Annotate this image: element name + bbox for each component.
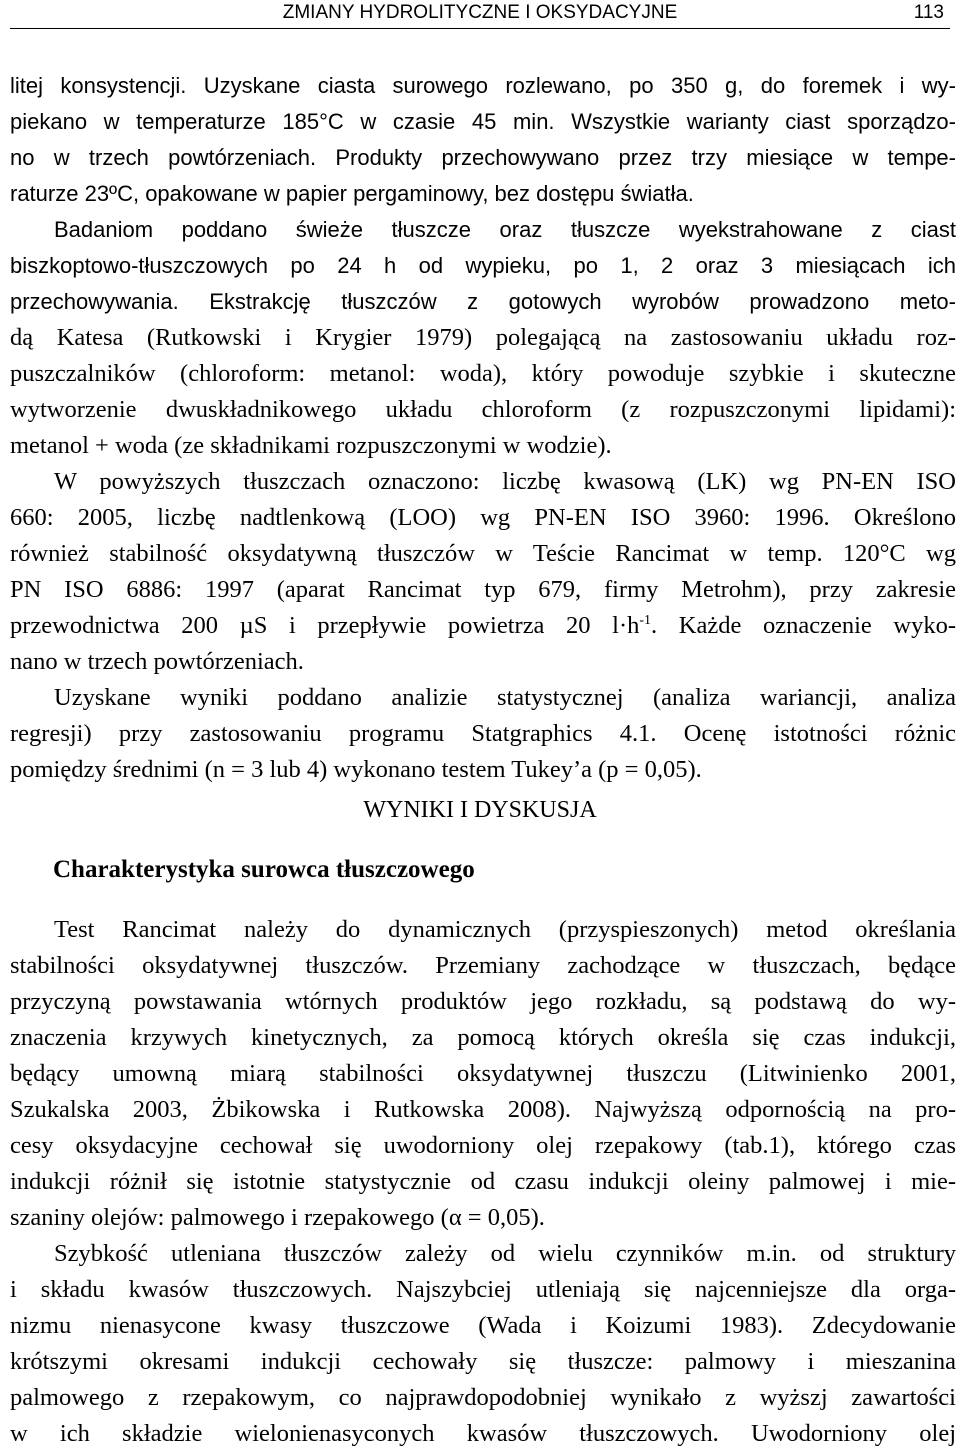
text-line: indukcji różnił się istotnie statystycznie od czasu indukcji oleiny palmowej i mie-: [10, 1168, 956, 1195]
text-line: i składu kwasów tłuszczowych. Najszybciej utleniają się najcenniejsze dla orga-: [10, 1276, 956, 1303]
text-line: W powyższych tłuszczach oznaczono: liczbę kwasową (LK) wg PN-EN ISO: [54, 468, 956, 495]
text-line: również stabilność oksydatywną tłuszczów w Teście Rancimat w temp. 120°C wg: [10, 540, 956, 567]
text-line: cesy oksydacyjne cechował się uwodorniony olej rzepakowy (tab.1), którego czas: [10, 1132, 956, 1159]
text-line: Szybkość utleniana tłuszczów zależy od wielu czynników m.in. od struktury: [54, 1240, 956, 1267]
text-line: palmowego z rzepakowym, co najprawdopodobniej wynikało z wyższj zawartości: [10, 1384, 956, 1411]
text-line: Test Rancimat należy do dynamicznych (przyspieszonych) metod określania: [54, 916, 956, 943]
text-line: przewodnictwa 200 µS i przepływie powietrza 20 $l\cdot h^{-1}$. Każde oznaczenie wyko-: [10, 612, 956, 639]
text-line: litej konsystencji. Uzyskane ciasta surowego rozlewano, po 350 g, do foremek i wy-: [10, 73, 956, 98]
text-line: przyczyną powstawania wtórnych produktów jego rozkładu, są podstawą do wy-: [10, 988, 956, 1015]
text-line: puszczalników (chloroform: metanol: woda), który powoduje szybkie i skuteczne: [10, 360, 956, 387]
text-line: 660: 2005, liczbę nadtlenkową (LOO) wg PN-EN ISO 3960: 1996. Określono: [10, 504, 956, 531]
text-line: szaniny olejów: palmowego i rzepakowego (α = 0,05).: [10, 1204, 545, 1231]
text-line: nizmu nienasycone kwasy tłuszczowe (Wada i Koizumi 1983). Zdecydowanie: [10, 1312, 956, 1339]
text-line: pomiędzy średnimi (n = 3 lub 4) wykonano testem Tukey’a (p = 0,05).: [10, 756, 702, 783]
text-line: regresji) przy zastosowaniu programu Statgraphics 4.1. Ocenę istotności różnic: [10, 720, 956, 747]
text-line: PN ISO 6886: 1997 (aparat Rancimat typ 679, firmy Metrohm), przy zakresie: [10, 576, 956, 603]
text-line: no w trzech powtórzeniach. Produkty przechowywano przez trzy miesiące w tempe-: [10, 145, 956, 170]
header-title: ZMIANY HYDROLITYCZNE I OKSYDACYJNE: [282, 2, 678, 23]
text-line: metanol + woda (ze składnikami rozpuszczonymi w wodzie).: [10, 432, 612, 459]
page-number: 113: [913, 2, 944, 23]
text-line: stabilności oksydatywnej tłuszczów. Przemiany zachodzące w tłuszczach, będące: [10, 952, 956, 979]
text-line: wytworzenie dwuskładnikowego układu chloroform (z rozpuszczonymi lipidami):: [10, 396, 956, 423]
text-line: przechowywania. Ekstrakcję tłuszczów z gotowych wyrobów prowadzono meto-: [10, 289, 956, 314]
text-line: dą Katesa (Rutkowski i Krygier 1979) polegającą na zastosowaniu układu roz-: [10, 324, 956, 351]
text-line: biszkoptowo-tłuszczowych po 24 h od wypieku, po 1, 2 oraz 3 miesiącach ich: [10, 253, 956, 278]
text-line: krótszymi okresami indukcji cechowały się tłuszcze: palmowy i mieszanina: [10, 1348, 956, 1375]
text-line: Szukalska 2003, Żbikowska i Rutkowska 2008). Najwyższą odpornością na pro-: [10, 1096, 956, 1123]
text-line: znaczenia krzywych kinetycznych, za pomocą których określa się czas indukcji,: [10, 1024, 956, 1051]
text-line: Uzyskane wyniki poddano analizie statystycznej (analiza wariancji, analiza: [54, 684, 956, 711]
text-line: nano w trzech powtórzeniach.: [10, 648, 304, 675]
subsection-heading: Charakterystyka surowca tłuszczowego: [53, 856, 475, 883]
running-header: [10, 2, 950, 29]
text-line: piekano w temperaturze 185°C w czasie 45 min. Wszystkie warianty ciast sporządzo-: [10, 109, 956, 134]
section-heading: WYNIKI I DYSKUSJA: [363, 797, 597, 823]
text-line: raturze 23ºC, opakowane w papier pergaminowy, bez dostępu światła.: [10, 181, 694, 206]
text-line: Badaniom poddano świeże tłuszcze oraz tłuszcze wyekstrahowane z ciast: [54, 217, 956, 242]
text-line: będący umowną miarą stabilności oksydatywnej tłuszczu (Litwinienko 2001,: [10, 1060, 956, 1087]
text-line: w ich składzie wielonienasyconych kwasów tłuszczowych. Uwodorniony olej: [10, 1420, 956, 1447]
